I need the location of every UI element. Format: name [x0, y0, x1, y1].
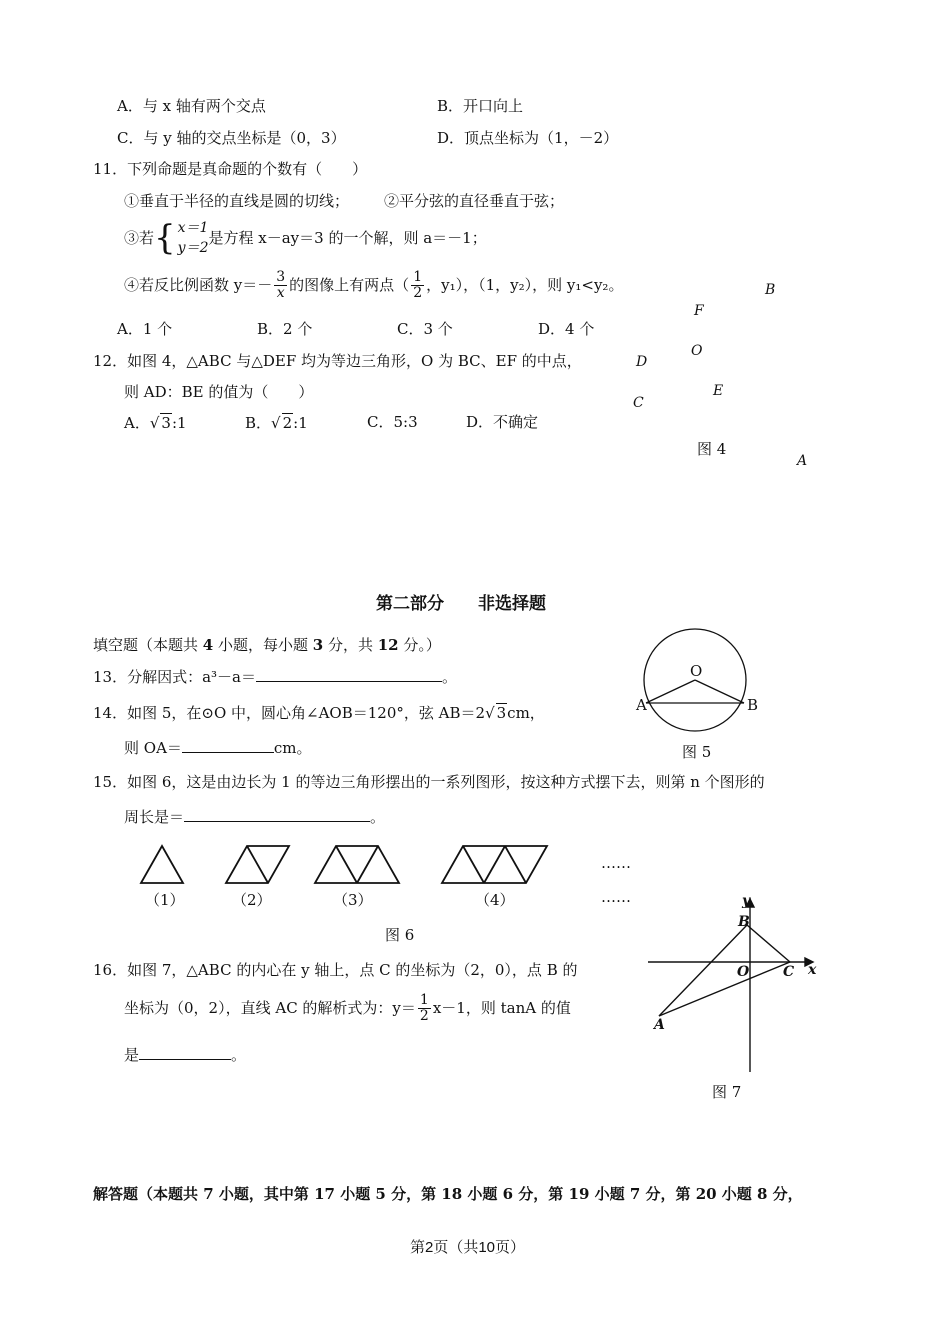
- fraction-denominator: 2: [419, 1007, 429, 1024]
- q11-stem: 11．下列命题是真命题的个数有（ ）: [93, 160, 368, 178]
- fraction-numerator: 1: [419, 992, 429, 1008]
- fig7-label-o: O: [737, 964, 750, 980]
- fig7-coordinate-diagram: [645, 895, 825, 1075]
- q11-item4-suffix: ，y₁），（1，y₂），则 y₁<y₂。: [426, 276, 624, 295]
- q15-text: 周长是＝: [124, 808, 185, 826]
- fig5-label-o: O: [690, 662, 703, 680]
- fig6-label-2: （2）: [232, 891, 272, 909]
- q11-option-b: B．2 个: [257, 320, 313, 338]
- q16-line-1: 16．如图 7，△ABC 的内心在 y 轴上，点 C 的坐标为（2，0），点 B 的: [93, 961, 578, 979]
- q11-option-c: C．3 个: [397, 320, 453, 338]
- q14-line-2: [124, 738, 312, 757]
- fig4-label-f: F: [694, 303, 704, 319]
- fig4-caption: 图 4: [697, 440, 727, 458]
- fig7-label-b: B: [738, 914, 750, 930]
- fig7-label-a: A: [654, 1017, 665, 1033]
- q12-option-a: [124, 413, 187, 432]
- header-count: 4: [202, 636, 214, 654]
- equation-system: [178, 218, 209, 258]
- header-text: 填空题（本题共: [93, 636, 203, 654]
- fig5-label-b: B: [747, 696, 759, 714]
- fig6-ellipsis-top: ……: [601, 854, 631, 872]
- q11-item4-middle: 的图像上有两点（: [289, 276, 410, 295]
- fig6-triangle-rows: [138, 842, 558, 887]
- sqrt-icon: √: [271, 414, 281, 432]
- fig7-axis-y: y: [742, 893, 751, 909]
- header-total: 12: [377, 636, 399, 654]
- q12-option-c: C．5:3: [367, 413, 418, 431]
- fig6-ellipsis-bottom: ……: [601, 888, 631, 906]
- fig4-label-d: D: [636, 354, 648, 370]
- q10-option-d: D．顶点坐标为（1，－2）: [437, 129, 619, 147]
- option-letter: B．: [245, 414, 272, 432]
- fraction-denominator: 2: [413, 284, 423, 301]
- radicand: 3: [161, 414, 171, 432]
- q14-unit: cm。: [273, 739, 312, 757]
- q14-unit: cm，: [507, 704, 545, 722]
- q11-item4-prefix: ④若反比例函数 y＝－: [124, 276, 273, 295]
- fig7-axis-x: x: [808, 962, 817, 978]
- fig7-label-c: C: [783, 964, 795, 980]
- answer-blank[interactable]: [139, 1045, 231, 1060]
- page-number: 第2页（共10页）: [410, 1239, 526, 1256]
- q15-line-2: [124, 807, 385, 826]
- q11-item-4: [124, 270, 623, 300]
- q11-option-a: A．1 个: [117, 320, 173, 338]
- q13-text: 13．分解因式：a³－a＝: [93, 668, 256, 686]
- sqrt-icon: √: [149, 414, 160, 432]
- answer-blank[interactable]: [182, 738, 274, 753]
- fig4-label-c: C: [633, 395, 644, 411]
- answer-blank[interactable]: [184, 807, 370, 822]
- q11-item-1: ①垂直于半径的直线是圆的切线；: [124, 192, 350, 210]
- fig6-label-3: （3）: [333, 891, 373, 909]
- section-title: 第二部分 非选择题: [376, 594, 546, 614]
- ratio-suffix: :1: [293, 414, 308, 432]
- fraction-denominator: x: [276, 284, 285, 301]
- q10-option-b: B．开口向上: [437, 97, 524, 115]
- q14-line-1: [93, 703, 545, 722]
- q16-text: x－1，则 tanA 的值: [432, 999, 571, 1018]
- q15-line-1: 15．如图 6，这是由边长为 1 的等边三角形摆出的一系列图形，按这种方式摆下去，则第 n 个图形的: [93, 773, 765, 791]
- fig6-label-1: （1）: [145, 891, 185, 909]
- fig7-caption: 图 7: [712, 1083, 742, 1101]
- equation-y: y＝2: [177, 240, 209, 256]
- q16-line-3: [124, 1045, 246, 1064]
- q15-period: 。: [370, 808, 386, 826]
- fig5-label-a: A: [636, 696, 647, 714]
- q16-line-2: [124, 993, 571, 1023]
- answer-blank[interactable]: [256, 667, 442, 682]
- equation-x: x＝1: [177, 220, 209, 236]
- q14-text: 则 OA＝: [124, 739, 182, 757]
- q13-period: 。: [442, 668, 458, 686]
- q11-option-d: D．4 个: [538, 320, 595, 338]
- q12-line-1: 12．如图 4，△ABC 与△DEF 均为等边三角形，O 为 BC、EF 的中点，: [93, 352, 582, 370]
- q16-period: 。: [231, 1046, 247, 1064]
- header-text: 分，共: [323, 636, 378, 654]
- q11-item-2: ②平分弦的直径垂直于弦；: [384, 192, 565, 210]
- fig4-label-o: O: [691, 343, 703, 359]
- header-text: 小题，每小题: [213, 636, 313, 654]
- sqrt-icon: √: [485, 704, 495, 722]
- radicand: 3: [496, 704, 507, 722]
- q14-text: 14．如图 5，在⊙O 中，圆心角∠AOB＝120°，弦 AB＝2: [93, 704, 486, 722]
- q12-option-b: [245, 413, 308, 432]
- q11-item3-prefix: ③若: [124, 229, 155, 247]
- q16-text: 是: [124, 1046, 140, 1064]
- option-letter: A．: [124, 414, 150, 432]
- brace-icon: {: [154, 218, 176, 258]
- header-score: 3: [312, 636, 324, 654]
- q11-item-3: [124, 218, 487, 258]
- fraction-one-half: [411, 270, 424, 300]
- fig4-label-b: B: [765, 282, 776, 298]
- header-text: 分。）: [398, 636, 441, 654]
- fig6-label-4: （4）: [475, 891, 515, 909]
- q10-option-c: C．与 y 轴的交点坐标是（0，3）: [117, 129, 346, 147]
- q13: [93, 667, 457, 686]
- fig5-circle-diagram: [642, 628, 752, 738]
- ratio-suffix: :1: [171, 414, 187, 432]
- answer-section-header: 解答题（本题共 7 小题，其中第 17 小题 5 分，第 18 小题 6 分，第 19 小题 7 分，第 20 小题 8 分，: [93, 1185, 803, 1203]
- radicand: 2: [282, 414, 293, 432]
- q10-option-a: A．与 x 轴有两个交点: [117, 97, 266, 115]
- fraction-numerator: 3: [276, 269, 286, 285]
- fig4-label-e: E: [713, 383, 724, 399]
- q12-line-2: 则 AD：BE 的值为（ ）: [124, 383, 314, 401]
- fill-in-header: [93, 636, 441, 654]
- q16-text: 坐标为（0，2），直线 AC 的解析式为：y＝: [124, 999, 416, 1018]
- fig4-label-a: A: [797, 453, 808, 469]
- fraction-numerator: 1: [413, 269, 423, 285]
- q11-item3-suffix: 是方程 x－ay＝3 的一个解，则 a＝－1；: [208, 229, 487, 247]
- fraction-3-over-x: [274, 270, 287, 300]
- fraction-one-half: [418, 993, 431, 1023]
- fig5-caption: 图 5: [682, 743, 712, 761]
- q12-option-d: D．不确定: [466, 413, 539, 431]
- fig6-caption: 图 6: [385, 926, 415, 944]
